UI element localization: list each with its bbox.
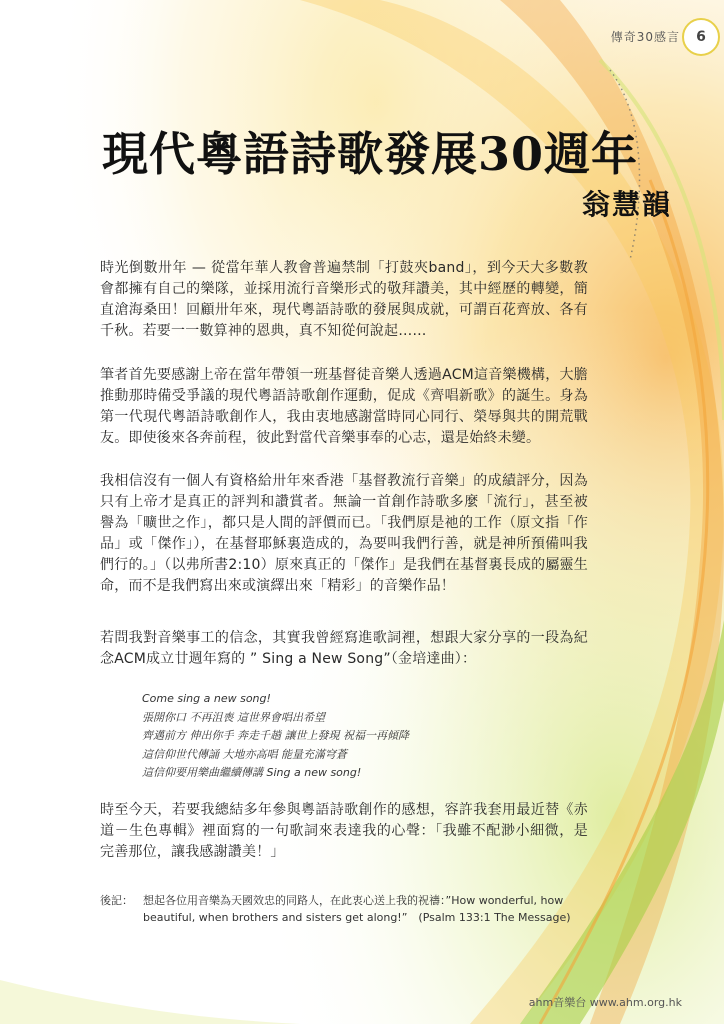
lyric-line: 齊邁前方 伸出你手 奔走千趟 讓世上發現 祝福一再傾降 [142,729,409,742]
lyric-line: 張開你口 不再沮喪 這世界會唱出希望 [142,710,325,724]
footer-site: ahm音樂台 www.ahm.org.hk [528,996,682,1009]
lyric-line: 這信仰要用樂曲繼續傳講 Sing a new song! [142,766,362,779]
page-number: 6 [682,18,720,56]
postscript-label: 後記： [100,894,133,907]
paragraph-belief: 若問我對音樂事工的信念，其實我曾經寫進歌詞裡，想跟大家分享的一段為紀念ACM成立廿週年寫的 ” Sing a New Song”（金培達曲）： [100,630,588,667]
article-author: 翁慧韻 [581,188,672,221]
lyric-line: 這信仰世代傳誦 大地亦高唱 能量充滿穹蒼 [142,747,347,761]
article-title: 現代粵語詩歌發展30週年 [101,127,638,181]
paragraph-masterpiece: 我相信沒有一個人有資格給卅年來香港「基督教流行音樂」的成績評分，因為只有上帝才是真正的評判和讚賞者。無論一首創作詩歌多麼「流行」，甚至被譽為「曠世之作」，都只是人間的評價而已。「我們原是祂的工作（原文指「作品」或「傑作」），在基督耶穌裏造成的，為要叫我們行善，就是神所預備叫我們行的。」（以弗所書2:10）原來真正的「傑作」是我們在基督裏長成的屬靈生命，而不是我們寫出來或演繹出來「精彩」的音樂作品！ [100,473,588,594]
lyrics-block [142,690,582,783]
paragraph-conclusion: 時至今天，若要我總結多年參與粵語詩歌創作的感想，容許我套用最近替《赤道－生色專輯》裡面寫的一句歌詞來表達我的心聲：「我雖不配渺小細微，是完善那位，讓我感謝讚美！」 [100,802,588,860]
paragraph-intro: 時光倒數卅年 — 從當年華人教會普遍禁制「打鼓夾band」，到今天大多數教會都擁有自己的樂隊，並採用流行音樂形式的敬拜讚美，其中經歷的轉變，簡直滄海桑田！回顧卅年來，現代粵語詩歌的發展與成就，可謂百花齊放、各有千秋。若要一一數算神的恩典，真不知從何說起…… [100,260,588,339]
postscript-text: 想起各位用音樂為天國效忠的同路人，在此衷心送上我的祝禱：”How wonderful, how beautiful, when brothers and sisters get along!” (Psalm 133:1 The Message) [143,894,571,924]
section-label: 傳奇30感言 [610,30,680,44]
lyric-line: Come sing a new song! [142,692,271,705]
paragraph-thanks: 筆者首先要感謝上帝在當年帶領一班基督徒音樂人透過ACM這音樂機構，大膽推動那時備受爭議的現代粵語詩歌創作運動，促成《齊唱新歌》的誕生。身為第一代現代粵語詩歌創作人，我由衷地感謝當時同心同行、榮辱與共的開荒戰友。即使後來各奔前程，彼此對當代音樂事奉的心志，還是始終未變。 [100,367,588,446]
